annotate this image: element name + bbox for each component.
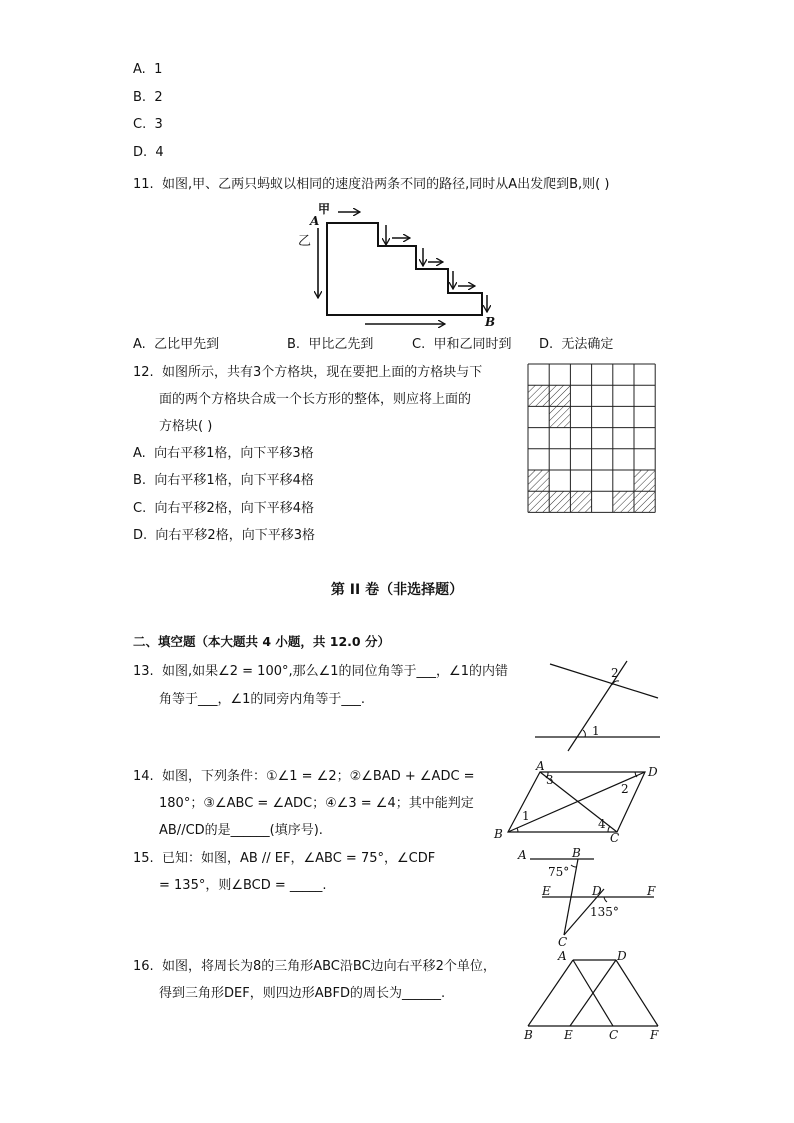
- hatched-cell: [549, 491, 570, 512]
- angle-75: 75°: [548, 865, 570, 879]
- angle-1: 1: [522, 809, 530, 823]
- angle-label-2: 2: [611, 666, 619, 680]
- q12-option-c: C. 向右平移2格，向下平移4格: [133, 501, 315, 516]
- q11-option-c: C. 甲和乙同时到: [412, 337, 512, 352]
- point-d: D: [592, 884, 602, 898]
- option-c: C. 3: [133, 117, 163, 132]
- tri-c: C: [609, 1028, 619, 1042]
- ant-path-figure: [290, 198, 510, 333]
- q11-option-b: B. 甲比乙先到: [287, 337, 374, 352]
- question-14-line-1: 14. 如图，下列条件：①∠1 = ∠2；②∠BAD + ∠ADC =: [133, 769, 475, 784]
- vertex-d: D: [648, 765, 658, 779]
- question-11-stem: 11. 如图,甲、乙两只蚂蚁以相同的速度沿两条不同的路径,同时从A出发爬到B,则( ): [133, 177, 610, 192]
- tri-e: E: [564, 1028, 573, 1042]
- q12-option-b: B. 向右平移1格，向下平移4格: [133, 473, 314, 488]
- option-a: A. 1: [133, 62, 163, 77]
- option-d: D. 4: [133, 145, 164, 160]
- question-16-line-2: 得到三角形DEF，则四边形ABFD的周长为______.: [159, 986, 446, 1001]
- point-f: F: [647, 884, 656, 898]
- angle-label-1: 1: [592, 724, 600, 738]
- label-b: B: [485, 315, 496, 329]
- hatched-cell: [613, 491, 634, 512]
- vertex-c: C: [610, 831, 620, 845]
- angle-3: 3: [546, 773, 554, 787]
- section-title: 第 II 卷（非选择题）: [330, 582, 464, 598]
- label-a: A: [310, 214, 320, 228]
- hatched-cell: [634, 470, 655, 491]
- point-e: E: [542, 884, 551, 898]
- question-12-stem-1: 12. 如图所示，共有3个方格块，现在要把上面的方格块与下: [133, 365, 483, 380]
- question-13-line-1: 13. 如图,如果∠2 = 100°,那么∠1的同位角等于___，∠1的内错: [133, 664, 508, 679]
- question-14-line-2: 180°；③∠ABC = ∠ADC；④∠3 = ∠4；其中能判定: [159, 796, 474, 811]
- q11-option-d: D. 无法确定: [539, 337, 614, 352]
- angle-2: 2: [621, 782, 629, 796]
- hatched-cell: [549, 406, 570, 427]
- question-15-line-1: 15. 已知：如图，AB // EF，∠ABC = 75°，∠CDF: [133, 851, 436, 866]
- tri-d: D: [617, 949, 627, 963]
- q12-option-d: D. 向右平移2格，向下平移3格: [133, 528, 315, 543]
- question-15-line-2: = 135°，则∠BCD = _____.: [159, 878, 327, 893]
- parallel-lines-figure: [512, 845, 662, 950]
- vertex-a: A: [536, 759, 545, 773]
- grid-figure: [528, 364, 656, 514]
- parallelogram-figure: [490, 760, 665, 845]
- option-b: B. 2: [133, 90, 163, 105]
- question-12-stem-2: 面的两个方格块合成一个长方形的整体，则应将上面的: [159, 392, 472, 407]
- tri-f: F: [650, 1028, 659, 1042]
- vertex-b: B: [494, 827, 503, 841]
- hatched-cell: [634, 491, 655, 512]
- q11-option-a: A. 乙比甲先到: [133, 337, 220, 352]
- hatched-cell: [528, 491, 549, 512]
- question-13-line-2: 角等于___，∠1的同旁内角等于___.: [159, 692, 366, 707]
- hatched-cell: [570, 491, 591, 512]
- question-14-line-3: AB//CD的是______(填序号).: [159, 823, 323, 838]
- label-jia: 甲: [318, 202, 331, 216]
- point-c: C: [558, 935, 568, 949]
- hatched-cell: [528, 470, 549, 491]
- point-b: B: [572, 846, 581, 860]
- section2-heading: 二、填空题（本大题共 4 小题，共 12.0 分）: [133, 634, 390, 649]
- tri-b: B: [524, 1028, 533, 1042]
- angle-4: 4: [598, 817, 606, 831]
- label-yi: 乙: [298, 234, 312, 249]
- tri-a: A: [558, 949, 567, 963]
- angle-lines-figure: [530, 655, 670, 755]
- question-12-stem-3: 方格块( ): [159, 419, 213, 434]
- question-16-line-1: 16. 如图，将周长为8的三角形ABC沿BC边向右平移2个单位，: [133, 959, 496, 974]
- translated-triangle-figure: [518, 948, 668, 1043]
- hatched-cell: [549, 385, 570, 406]
- hatched-cell: [528, 385, 549, 406]
- q12-option-a: A. 向右平移1格，向下平移3格: [133, 446, 314, 461]
- point-a: A: [518, 848, 527, 862]
- angle-135: 135°: [590, 905, 619, 919]
